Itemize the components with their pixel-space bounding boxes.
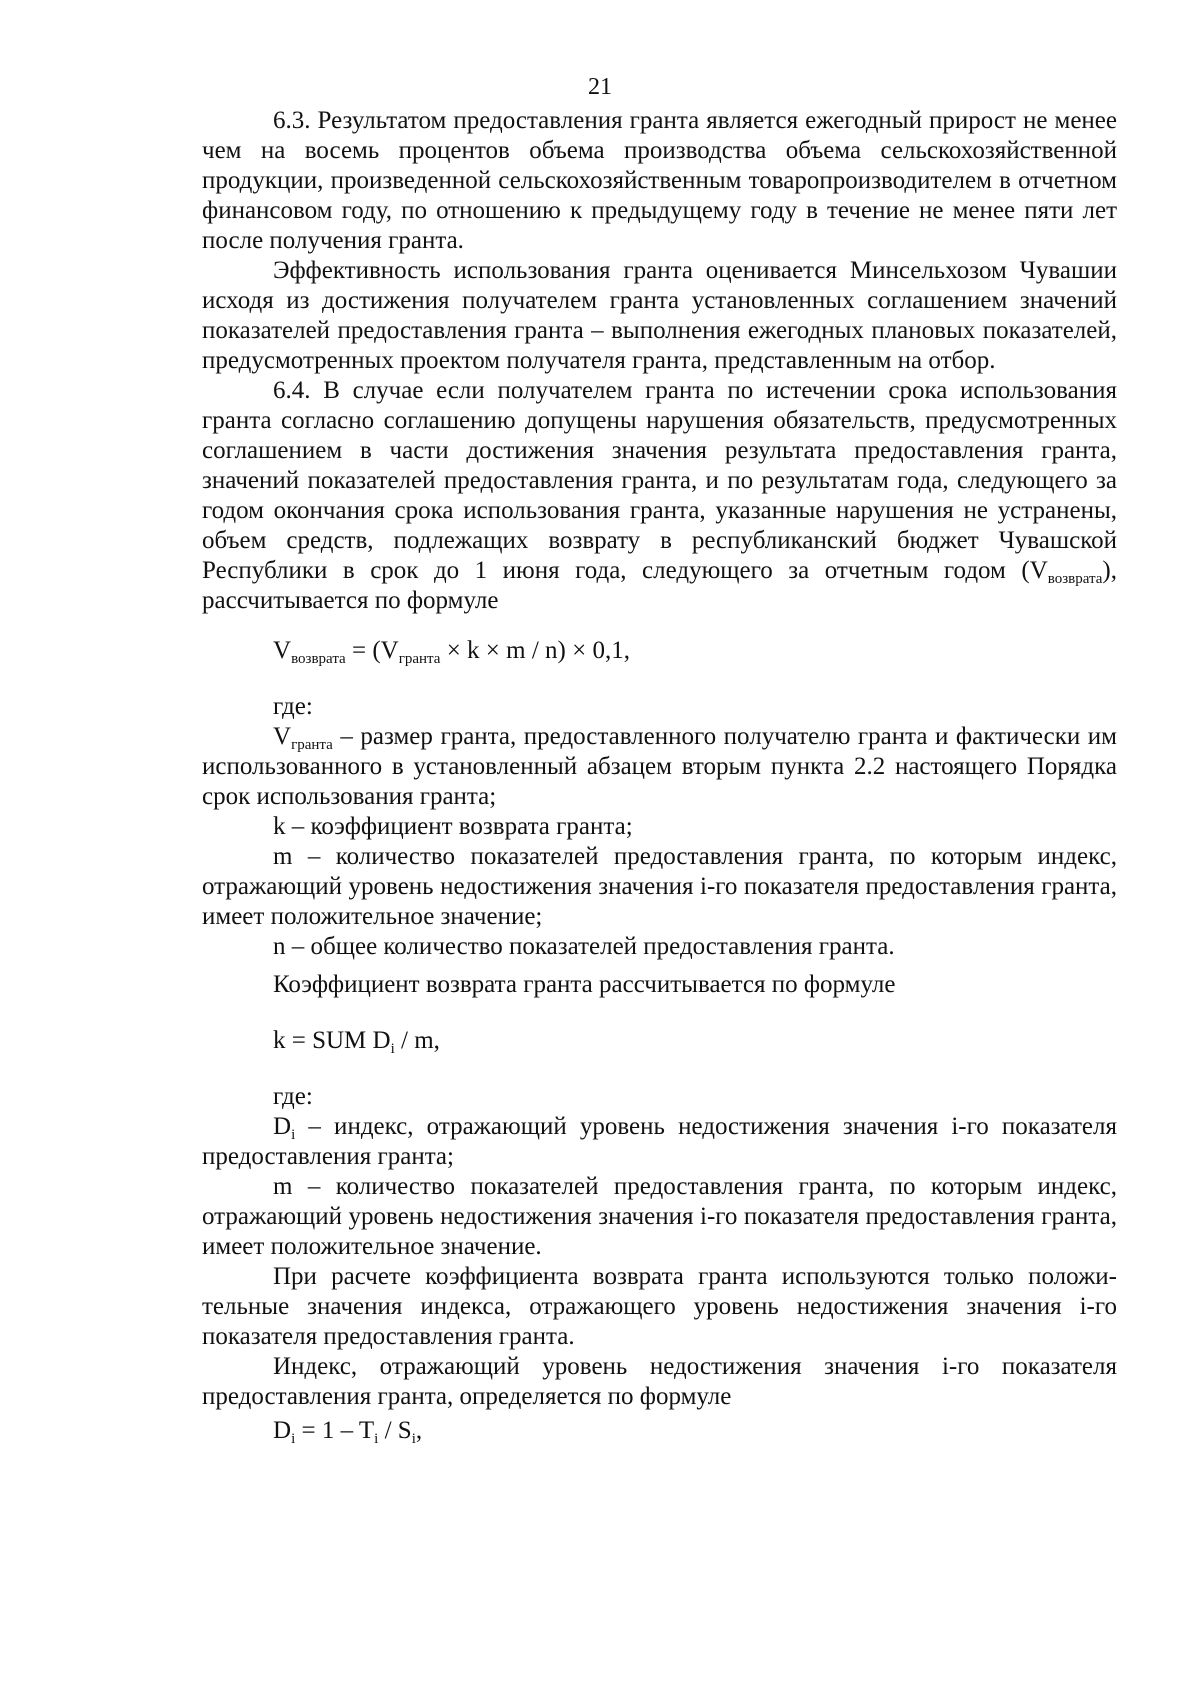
- definitions-block-2: [202, 1082, 1117, 1412]
- definition-k: k – коэффициент возврата гранта;: [273, 813, 633, 840]
- where-label-1: где:: [273, 693, 313, 720]
- formula-return-volume: $V_{возврата} = (V_{гранта} \times k \times m / n) \times 0,1$,: [273, 637, 630, 667]
- v-subscript: возврата: [1047, 571, 1103, 587]
- paragraph-index-formula: Индекс, отражающий уровень недостижения значения i-го показателя предоставления гранта, определяется по формуле: [202, 1353, 1117, 1410]
- page-number: 21: [588, 74, 612, 100]
- paragraph-6-4-tail: ), рассчитывается по формуле: [202, 557, 1117, 614]
- section-6-3-block: [202, 106, 1117, 616]
- formula-di: $D_i = 1 - T_i / S_i$,: [273, 1417, 423, 1447]
- k-intro-text: Коэффициент возврата гранта рассчитывается по формуле: [273, 971, 896, 998]
- definitions-block-1: [202, 692, 1117, 962]
- paragraph-positive-values: При расчете коэффициента возврата гранта используются только положительные значения индекса, отражающего уровень недостижения значения i-го показателя предоставления гранта.: [202, 1263, 1117, 1350]
- definition-n: n – общее количество показателей предоставления гранта.: [273, 933, 895, 960]
- formula-k: k = SUM $D_i$ / m,: [273, 1027, 440, 1057]
- paragraph-6-4: [202, 376, 1117, 616]
- paragraph-efficiency: Эффективность использования гранта оценивается Минсельхозом Чувашии исходя из достижения получателем гранта установленных соглашением значений показателей предоставления гранта – выполнения ежегодных плановых показателей, предусмотренных проектом получателя гранта, представленным на отбор.: [202, 257, 1117, 374]
- definition-di: $D_i$ – индекс, отражающий уровень недостижения значения i-го показателя предоставления гранта;: [202, 1113, 1117, 1170]
- paragraph-6-4-text: 6.4. В случае если получателем гранта по истечении срока использования гранта согласно соглашению допущены нарушения обязательств, предусмотренных соглашением в части достижения значения результата предоставления гранта, значений показателей предоставления гранта, и по результатам года, следующего за годом окончания срока использования гранта, указанные нарушения не устранены, объем средств, подлежащих возврату в республиканский бюджет Чувашской Республики в срок до 1 июня года, следующего за отчетным годом (: [202, 377, 1117, 584]
- v-letter: V: [1029, 557, 1048, 584]
- definition-m-1: m – количество показателей предоставления гранта, по которым индекс, отражающий уровень недостижения значения i-го показателя предоставления гранта, имеет положительное значение;: [202, 843, 1117, 930]
- where-label-2: где:: [273, 1083, 313, 1110]
- definition-m-2: m – количество показателей предоставления гранта, по которым индекс, отражающий уровень недостижения значения i-го показателя предоставления гранта, имеет положительное значение.: [202, 1173, 1117, 1260]
- paragraph-6-3: 6.3. Результатом предоставления гранта является ежегодный прирост не менее чем на восемь процентов объема производства объема сельскохозяйственной продукции, произведенной сельскохозяйственным товаропроизводителем в отчетном финансовом году, по отношению к предыдущему году в течение не менее пяти лет после получения гранта.: [202, 107, 1117, 254]
- definition-v-granta: $V_{гранта}$ – размер гранта, предоставленного получателю гранта и фактически им использованного в установленный абзацем вторым пункта 2.2 настоящего Порядка срок использования гранта;: [202, 723, 1117, 810]
